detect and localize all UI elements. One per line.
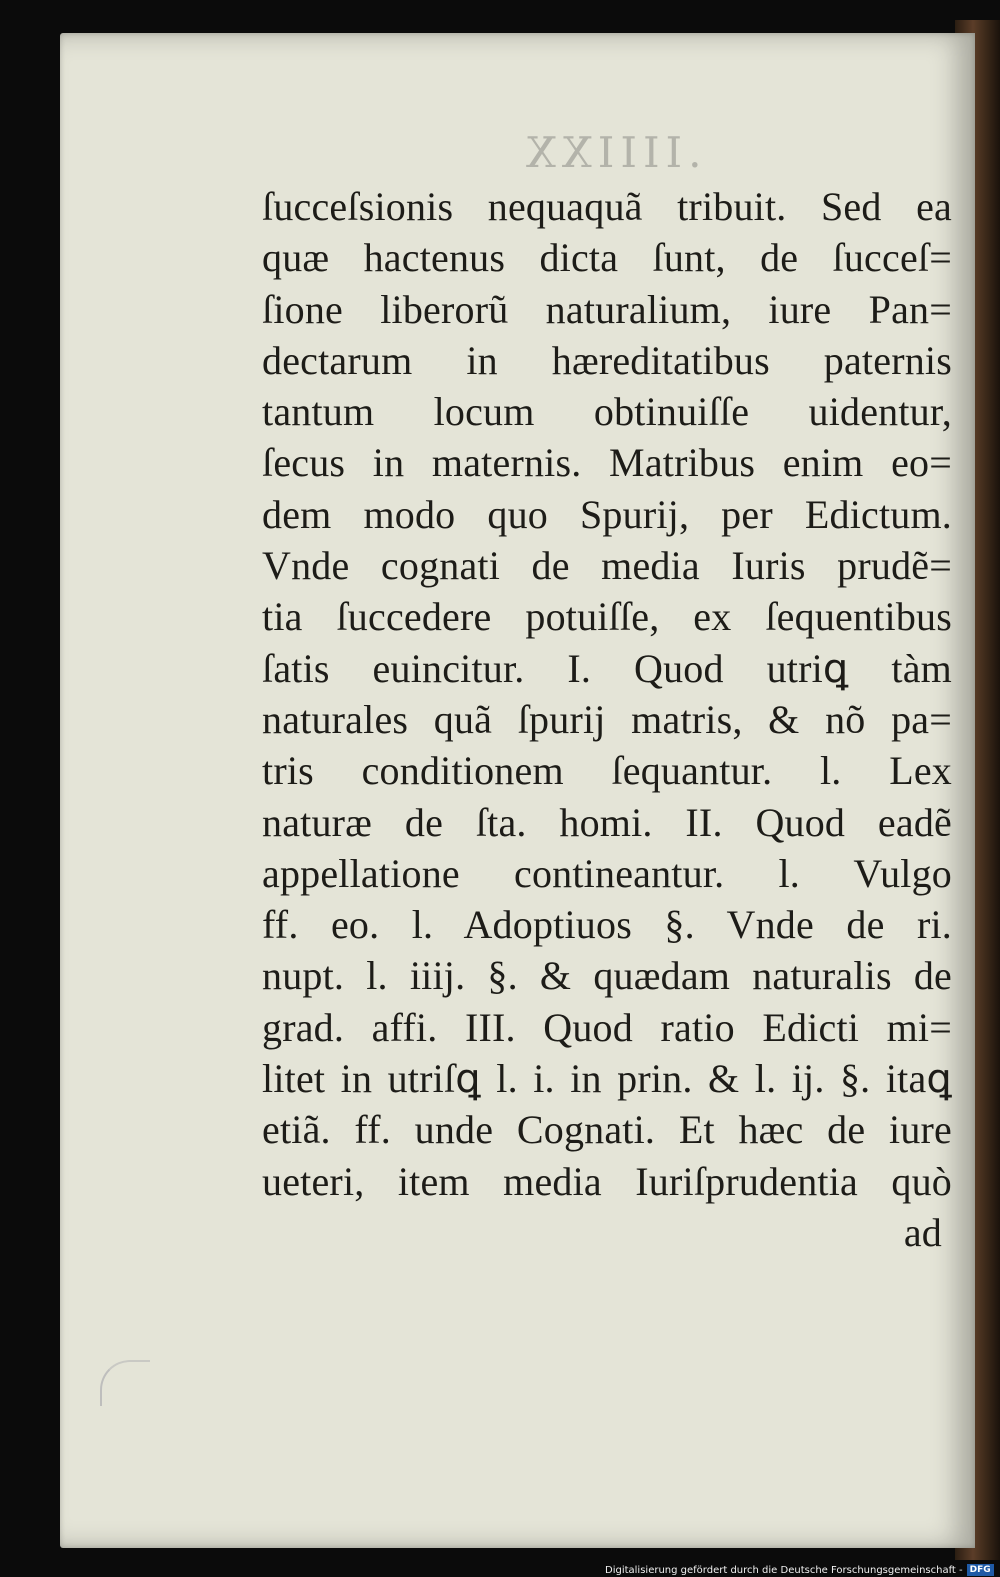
text-line: ff. eo. l. Adoptiuos §. Vnde de ri. xyxy=(262,902,952,948)
text-line: tia ſuccedere potuiſſe, ex ſequentibus xyxy=(262,594,952,640)
text-line: ſecus in maternis. Matribus enim eo= xyxy=(262,440,952,486)
text-line: quæ hactenus dicta ſunt, de ſucceſ= xyxy=(262,235,952,281)
credit-text: Digitalisierung gefördert durch die Deutsche Forschungsgemeinschaft - xyxy=(605,1564,963,1576)
text-line: tris conditionem ſequantur. l. Lex xyxy=(262,748,952,794)
text-line: ſucceſsionis nequaquã tribuit. Sed ea xyxy=(262,184,952,229)
catchword: ad xyxy=(903,1209,942,1255)
text-line: dectarum in hæreditatibus paternis xyxy=(262,337,952,383)
text-line: ueteri, item media Iuriſprudentia quò xyxy=(262,1158,952,1204)
text-line: ſione liberorũ naturalium, iure Pan= xyxy=(262,286,952,332)
text-line: Vnde cognati de media Iuris prudẽ= xyxy=(262,543,952,589)
text-line: naturæ de ſta. homi. II. Quod eadẽ xyxy=(262,799,952,845)
text-line: naturales quã ſpurij matris, & nõ pa= xyxy=(262,696,952,742)
text-line: grad. affi. III. Quod ratio Edicti mi= xyxy=(262,1004,952,1050)
dfg-logo: DFG xyxy=(967,1564,994,1576)
text-line: litet in utriſꝗ l. i. in prin. & l. ij. §. itaꝗ xyxy=(262,1056,952,1102)
text-line: etiã. ff. unde Cognati. Et hæc de iure xyxy=(262,1107,952,1153)
text-line: tantum locum obtinuiſſe uidentur, xyxy=(262,389,952,435)
text-line: appellatione contineantur. l. Vulgo xyxy=(262,850,952,896)
text-line: nupt. l. iiij. §. & quædam naturalis de xyxy=(262,953,952,999)
text-line: ſatis euincitur. I. Quod utriꝗ tàm xyxy=(262,645,952,691)
text-line: dem modo quo Spurij, per Edictum. xyxy=(262,491,952,537)
body-text xyxy=(262,181,952,1258)
running-head-bleedthrough: .IIIIXX xyxy=(520,128,702,177)
digitization-credit xyxy=(605,1563,994,1577)
